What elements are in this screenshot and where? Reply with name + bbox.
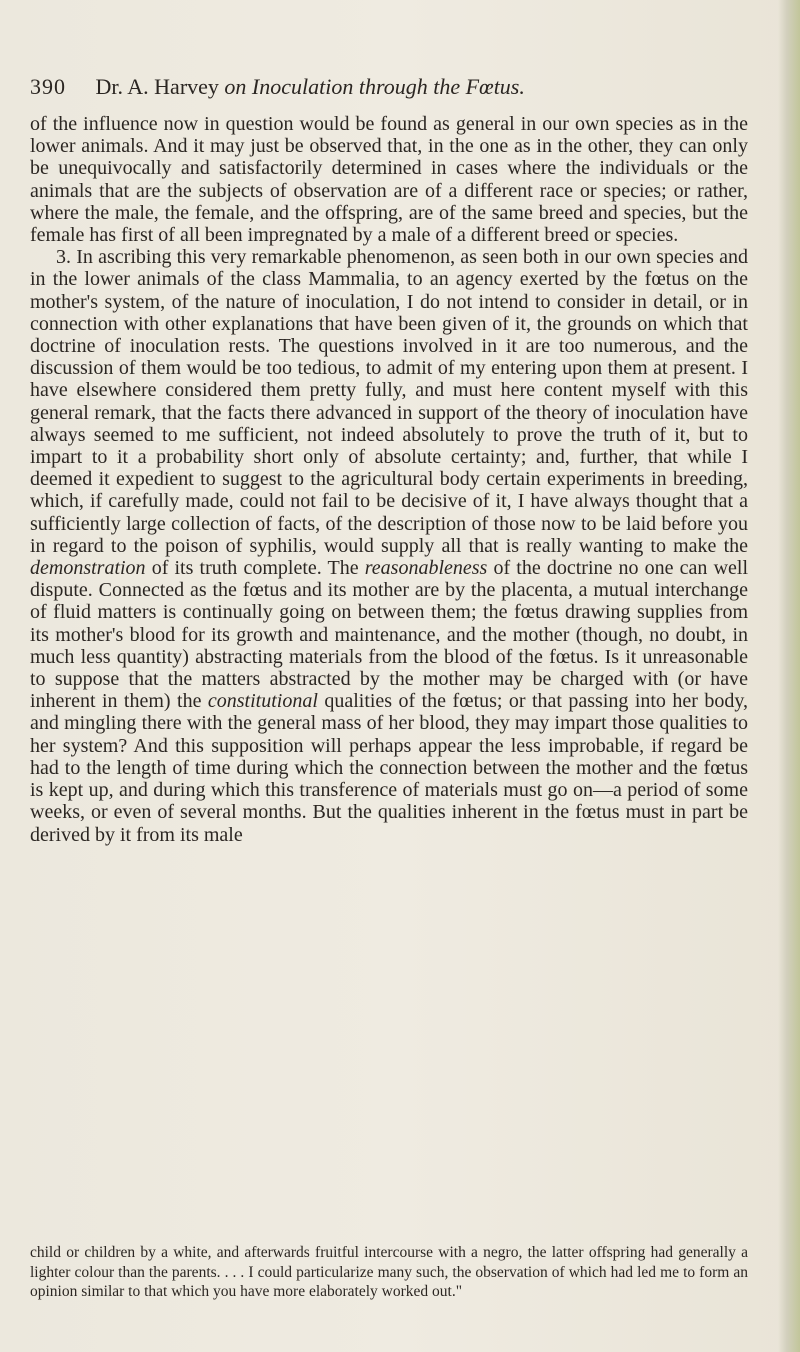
running-title-on: on bbox=[224, 74, 247, 99]
emphasis-constitutional: constitutional bbox=[207, 690, 318, 713]
paragraph-continued: of the influence now in question would be found as general in our own species as in the lower animals. And it may just be observed that, in the one as in the other, they can only be unequivocally and satisfactorily determined in cases where the individuals or the animals that are the subjects of observation are of a different race or species; or rather, where the male, the female, and the offspring, are of the same breed and species, but the female has first of all been impregnated by a male of a different breed or species. bbox=[30, 113, 748, 247]
emphasis-reasonableness: reasonableness bbox=[364, 557, 488, 580]
page-edge-shadow bbox=[778, 0, 800, 1352]
running-title-author: Dr. A. Harvey bbox=[95, 74, 219, 99]
paragraph-section-3 bbox=[30, 246, 748, 845]
paragraph-section-3-part-a: 3. In ascribing this very remarkable phenomenon, as seen both in our own species and in the lower animals of the class Mammalia, to an agency exerted by the fœtus on the mother's system, of the nature of inoculation, I do not intend to consider in detail, or in connection with other explanations that have been given of it, the grounds on which that doctrine of inoculation rests. The questions involved in it are too numerous, and the discussion of them would be too tedious, to admit of my entering upon them at present. I have elsewhere considered them pretty fully, and must here content myself with this general remark, that the facts there advanced in support of the theory of inoculation have always seemed to me sufficient, not indeed absolutely to prove the truth of it, but to impart to it a probability short only of absolute certainty; and, further, that while I deemed it expedient to suggest to the agricultural body certain experiments in breeding, which, if carefully made, could not fail to be decisive of it, I have always thought that a sufficiently large collection of facts, of the description of those now to be laid before you in regard to the poison of syphilis, would supply all that is really wanting to make the bbox=[30, 246, 748, 557]
footnote-text: child or children by a white, and afterwards fruitful intercourse with a negro, the latter offspring had generally a lighter colour than the parents. . . . I could particularize many such, the observation of which had led me to form an opinion similar to that which you have more elaborately worked out." bbox=[30, 1244, 748, 1300]
running-head bbox=[30, 72, 730, 102]
body-text bbox=[30, 113, 748, 846]
running-title-subject: Inoculation through the Fœtus. bbox=[251, 74, 525, 99]
page-number: 390 bbox=[30, 74, 66, 99]
paragraph-section-3-part-c: of the doctrine no one can well dispute. Connected as the fœtus and its mother are by the placenta, a mutual interchange of fluid matters is continually going on between them; the fœtus drawing supplies from its mother's blood for its growth and maintenance, and the mother (though, no doubt, in much less quantity) abstracting materials from the blood of the fœtus. Is it unreasonable to suppose that the matters abstracted by the mother may be charged with (or have inherent in them) the bbox=[30, 557, 748, 713]
emphasis-demonstration: demonstration bbox=[30, 557, 146, 580]
paragraph-section-3-part-d: qualities of the fœtus; or that passing into her body, and mingling there with the general mass of her blood, they may impart those qualities to her system? And this supposition will perhaps appear the less improbable, if regard be had to the length of time during which the connection between the mother and the fœtus is kept up, and during which this transference of materials must go on—a period of some weeks, or even of several months. But the qualities inherent in the fœtus must in part be derived by it from its male bbox=[30, 690, 749, 846]
paragraph-section-3-part-b: of its truth complete. The bbox=[151, 557, 359, 580]
running-title bbox=[96, 72, 525, 102]
footnote bbox=[30, 1243, 748, 1302]
